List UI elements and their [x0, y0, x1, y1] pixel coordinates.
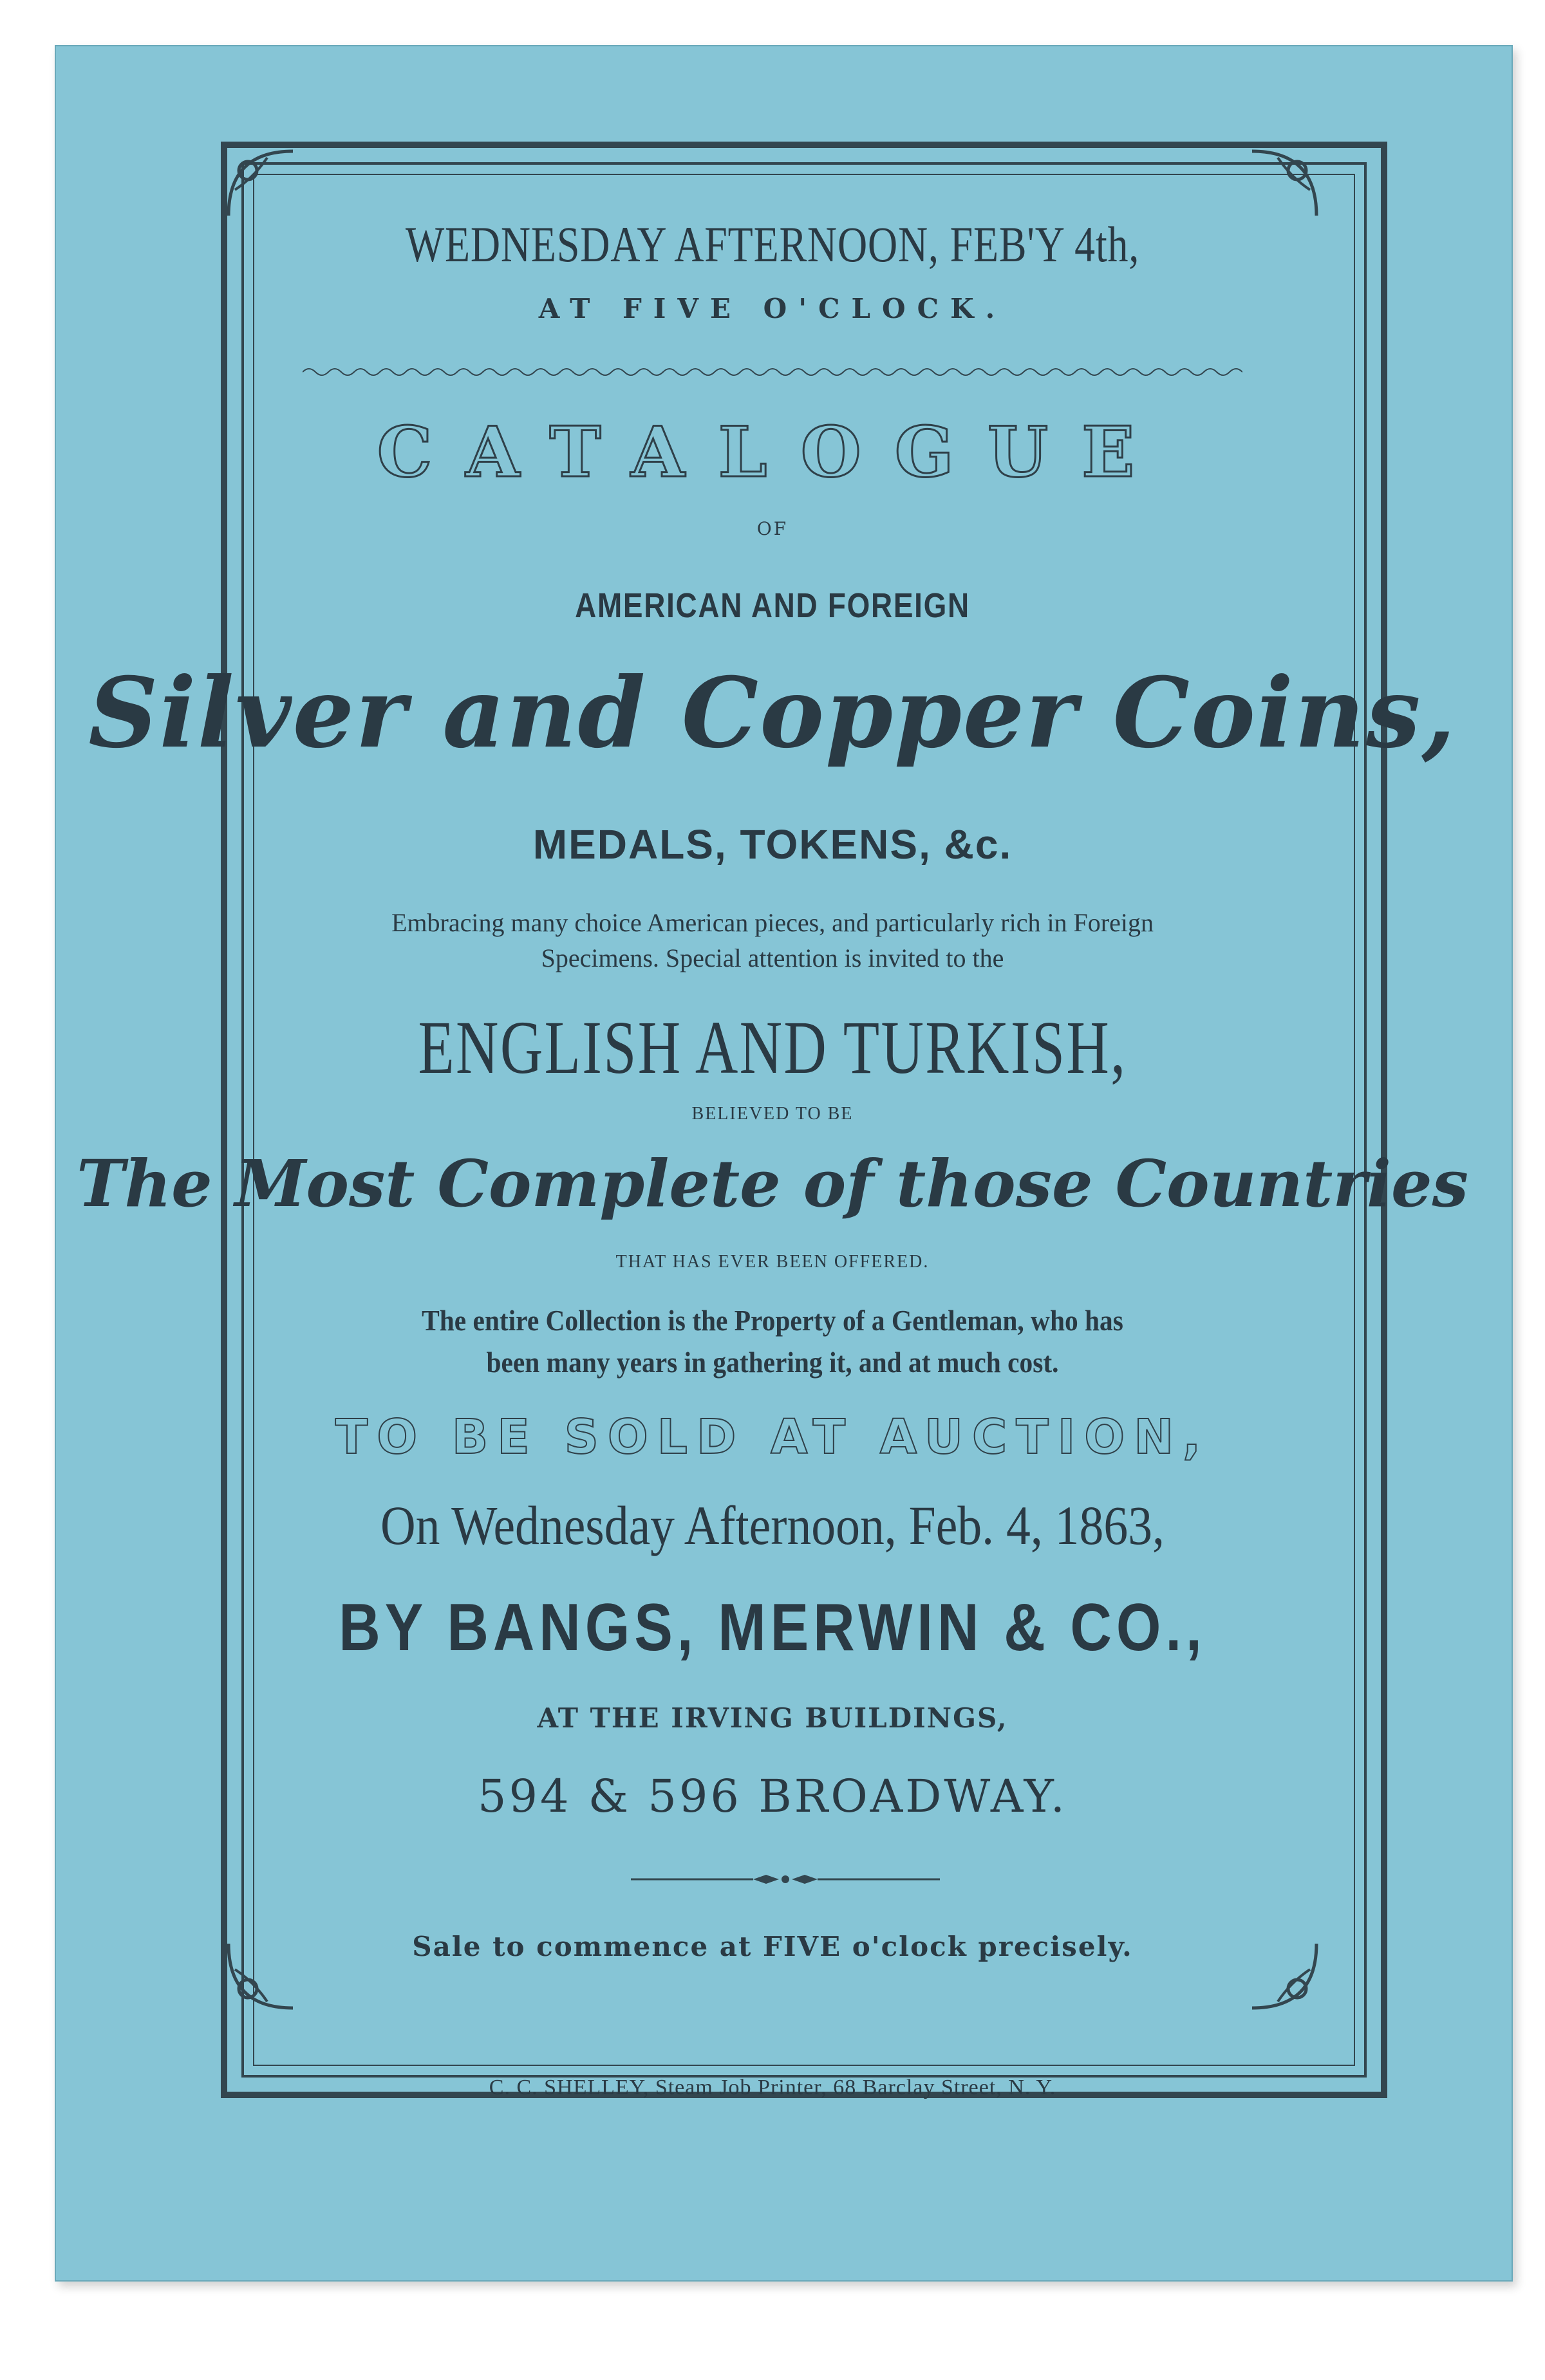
- collection-line-1: The entire Collection is the Property of a Gentleman, who has: [422, 1304, 1123, 1337]
- corner-ornament-top-right: [1246, 145, 1323, 222]
- most-complete-line: The Most Complete of those Countries: [77, 1146, 1468, 1222]
- sale-note: Sale to commence at FIVE o'clock precisely.: [412, 1931, 1133, 1962]
- printer-credit: C. C. SHELLEY, Steam Job Printer, 68 Barclay Street, N. Y.: [489, 2076, 1056, 2099]
- venue-line: AT THE IRVING BUILDINGS,: [537, 1702, 1008, 1734]
- subtitle-small: AMERICAN AND FOREIGN: [575, 586, 970, 625]
- ornamental-rule: [631, 1870, 940, 1889]
- auction-heading: TO BE SOLD AT AUCTION,: [335, 1409, 1210, 1465]
- corner-ornament-top-left: [222, 145, 299, 222]
- auction-date: On Wednesday Afternoon, Feb. 4, 1863,: [380, 1494, 1165, 1556]
- items-line: MEDALS, TOKENS, &c.: [532, 821, 1013, 868]
- address-line: 594 & 596 BROADWAY.: [477, 1770, 1068, 1823]
- collection-line-2: been many years in gathering it, and at much cost.: [486, 1346, 1059, 1379]
- catalogue-title: CATALOGUE: [377, 412, 1168, 493]
- time-heading: AT FIVE O'CLOCK.: [538, 293, 1007, 324]
- subtitle-large: Silver and Copper Coins,: [88, 656, 1457, 770]
- featured-countries: ENGLISH AND TURKISH,: [418, 1005, 1127, 1090]
- description-line-2: Specimens. Special attention is invited to the: [541, 944, 1004, 972]
- auctioneer-name: BY BANGS, MERWIN & CO.,: [339, 1590, 1206, 1665]
- date-heading: WEDNESDAY AFTERNOON, FEB'Y 4th,: [405, 216, 1140, 272]
- believed-line: BELIEVED TO BE: [691, 1104, 854, 1124]
- of-text: OF: [756, 518, 789, 539]
- offered-line: THAT HAS EVER BEEN OFFERED.: [615, 1252, 930, 1272]
- description-line-1: Embracing many choice American pieces, and particularly rich in Foreign: [391, 908, 1154, 937]
- wavy-rule: [303, 366, 1242, 378]
